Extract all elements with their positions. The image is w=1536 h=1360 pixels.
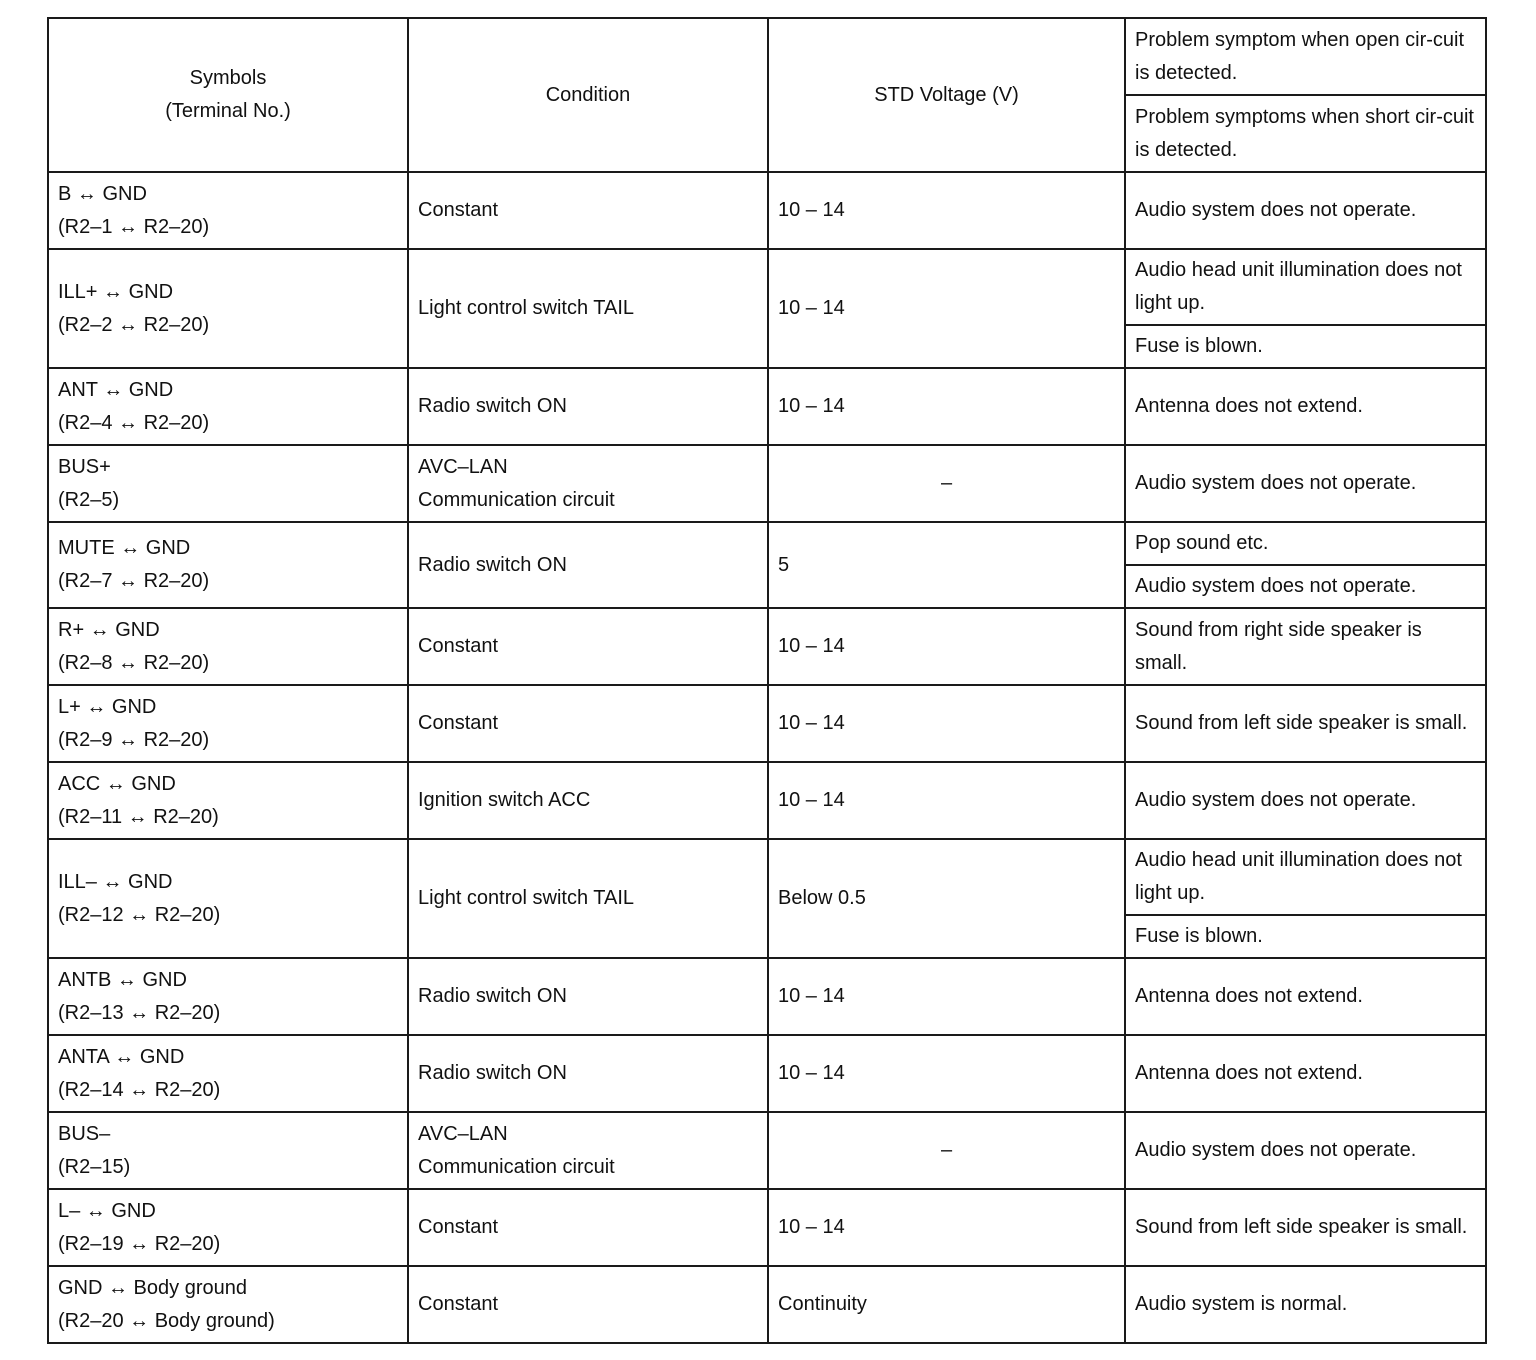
table-row	[48, 1189, 1486, 1266]
voltage-cell: Continuity	[768, 1266, 1125, 1343]
condition-cell	[408, 839, 768, 958]
header-row	[48, 18, 1486, 95]
problem-cell: Audio system does not operate.	[1125, 445, 1486, 522]
header-terminal-label: (Terminal No.)	[165, 100, 291, 122]
condition-cell	[408, 522, 768, 608]
condition-cell	[408, 445, 768, 522]
symbol-cell	[48, 1266, 408, 1343]
symbol-cell	[48, 522, 408, 608]
symbol-cell	[48, 685, 408, 762]
condition-text: Radio switch ON	[418, 395, 567, 417]
table-header	[48, 18, 1486, 172]
open-circuit-symptom: Audio head unit illumination does not light up.	[1135, 849, 1462, 904]
voltage-cell: 10 – 14	[768, 685, 1125, 762]
table-row	[48, 685, 1486, 762]
symbol-cell	[48, 445, 408, 522]
table-row	[48, 172, 1486, 249]
symbol-label: MUTE ↔ GND	[58, 537, 191, 559]
condition-text: Communication circuit	[418, 488, 615, 511]
terminal-label: (R2–4 ↔ R2–20)	[58, 411, 210, 434]
table-row	[48, 839, 1486, 958]
voltage-cell: –	[768, 445, 1125, 522]
problem-cell: Audio system does not operate.	[1125, 1112, 1486, 1189]
table-row	[48, 608, 1486, 685]
terminal-label: (R2–2 ↔ R2–20)	[58, 313, 210, 336]
symbol-label: L+ ↔ GND	[58, 695, 157, 718]
terminal-label: (R2–5)	[58, 488, 120, 511]
table-row	[48, 1035, 1486, 1112]
symbol-label: BUS–	[58, 1122, 111, 1145]
condition-text: Radio switch ON	[418, 985, 567, 1007]
condition-cell	[408, 685, 768, 762]
symbol-label: ILL– ↔ GND	[58, 870, 173, 893]
symbol-cell	[48, 172, 408, 249]
symbol-label: ANTA ↔ GND	[58, 1045, 185, 1068]
symbol-label: ANTB ↔ GND	[58, 968, 187, 991]
condition-text: AVC–LAN	[418, 1122, 508, 1145]
terminal-label: (R2–14 ↔ R2–20)	[58, 1078, 221, 1101]
voltage-cell: 10 – 14	[768, 172, 1125, 249]
terminal-label: (R2–19 ↔ R2–20)	[58, 1232, 221, 1255]
voltage-cell: 10 – 14	[768, 762, 1125, 839]
voltage-cell: –	[768, 1112, 1125, 1189]
voltage-cell: 10 – 14	[768, 1189, 1125, 1266]
symbol-cell	[48, 1035, 408, 1112]
header-open-symptom: Problem symptom when open cir-cuit is detected.	[1125, 18, 1486, 95]
header-symbols	[48, 18, 408, 172]
symbol-label: GND ↔ Body ground	[58, 1276, 247, 1299]
voltage-cell: 10 – 14	[768, 1035, 1125, 1112]
condition-cell	[408, 762, 768, 839]
terminal-voltage-table	[47, 17, 1487, 1344]
problem-cell: Audio system does not operate.	[1125, 172, 1486, 249]
condition-cell	[408, 608, 768, 685]
problem-cell	[1125, 249, 1486, 368]
condition-text: Light control switch TAIL	[418, 297, 635, 319]
table-row	[48, 1112, 1486, 1189]
terminal-label: (R2–20 ↔ Body ground)	[58, 1309, 275, 1332]
condition-text: Communication circuit	[418, 1155, 615, 1178]
voltage-cell: 10 – 14	[768, 249, 1125, 368]
header-condition: Condition	[408, 18, 768, 172]
condition-text: AVC–LAN	[418, 455, 508, 478]
terminal-label: (R2–11 ↔ R2–20)	[58, 805, 219, 828]
terminal-label: (R2–15)	[58, 1155, 131, 1178]
problem-cell: Antenna does not extend.	[1125, 1035, 1486, 1112]
symbol-label: BUS+	[58, 455, 111, 478]
problem-cell: Audio system is normal.	[1125, 1266, 1486, 1343]
condition-cell	[408, 172, 768, 249]
open-circuit-symptom: Pop sound etc.	[1135, 532, 1269, 554]
condition-text: Ignition switch ACC	[418, 789, 591, 811]
voltage-cell: 10 – 14	[768, 958, 1125, 1035]
terminal-label: (R2–9 ↔ R2–20)	[58, 728, 210, 751]
symbol-label: R+ ↔ GND	[58, 618, 160, 641]
header-voltage: STD Voltage (V)	[768, 18, 1125, 172]
condition-text: Constant	[418, 712, 499, 734]
voltage-cell: Below 0.5	[768, 839, 1125, 958]
condition-cell	[408, 1266, 768, 1343]
table-row	[48, 522, 1486, 608]
symbol-label: L– ↔ GND	[58, 1199, 156, 1222]
condition-cell	[408, 958, 768, 1035]
problem-cell: Sound from left side speaker is small.	[1125, 685, 1486, 762]
symbol-cell	[48, 1189, 408, 1266]
short-circuit-symptom: Fuse is blown.	[1126, 914, 1485, 957]
symbol-cell	[48, 368, 408, 445]
condition-text: Constant	[418, 199, 499, 221]
table-row	[48, 958, 1486, 1035]
condition-text: Constant	[418, 1293, 499, 1315]
terminal-label: (R2–13 ↔ R2–20)	[58, 1001, 221, 1024]
condition-text: Radio switch ON	[418, 553, 567, 576]
problem-cell: Sound from right side speaker is small.	[1125, 608, 1486, 685]
short-circuit-symptom: Audio system does not operate.	[1126, 564, 1485, 607]
condition-cell	[408, 1112, 768, 1189]
voltage-cell: 10 – 14	[768, 608, 1125, 685]
table-body	[48, 172, 1486, 1343]
problem-cell	[1125, 522, 1486, 608]
symbol-label: ACC ↔ GND	[58, 772, 176, 795]
header-short-symptom: Problem symptoms when short cir-cuit is detected.	[1125, 95, 1486, 172]
condition-text: Light control switch TAIL	[418, 887, 635, 909]
table-row	[48, 1266, 1486, 1343]
symbol-cell	[48, 762, 408, 839]
terminal-label: (R2–7 ↔ R2–20)	[58, 570, 210, 592]
condition-cell	[408, 368, 768, 445]
terminal-label: (R2–1 ↔ R2–20)	[58, 215, 210, 238]
voltage-cell: 5	[768, 522, 1125, 608]
table-row	[48, 762, 1486, 839]
symbol-cell	[48, 608, 408, 685]
table-row	[48, 445, 1486, 522]
condition-text: Constant	[418, 635, 499, 657]
open-circuit-symptom: Audio head unit illumination does not light up.	[1135, 259, 1462, 314]
voltage-cell: 10 – 14	[768, 368, 1125, 445]
condition-cell	[408, 1189, 768, 1266]
condition-cell	[408, 1035, 768, 1112]
table-row	[48, 368, 1486, 445]
problem-cell: Sound from left side speaker is small.	[1125, 1189, 1486, 1266]
symbol-label: ANT ↔ GND	[58, 378, 174, 401]
table-row	[48, 249, 1486, 368]
symbol-label: B ↔ GND	[58, 182, 147, 205]
condition-cell	[408, 249, 768, 368]
short-circuit-symptom: Fuse is blown.	[1126, 324, 1485, 367]
header-symbols-label: Symbols	[189, 67, 267, 89]
terminal-label: (R2–8 ↔ R2–20)	[58, 651, 210, 674]
terminal-label: (R2–12 ↔ R2–20)	[58, 903, 221, 926]
condition-text: Radio switch ON	[418, 1062, 567, 1084]
problem-cell: Antenna does not extend.	[1125, 958, 1486, 1035]
symbol-cell	[48, 839, 408, 958]
symbol-cell	[48, 249, 408, 368]
problem-cell: Antenna does not extend.	[1125, 368, 1486, 445]
problem-cell	[1125, 839, 1486, 958]
problem-cell: Audio system does not operate.	[1125, 762, 1486, 839]
condition-text: Constant	[418, 1216, 499, 1238]
symbol-cell	[48, 958, 408, 1035]
symbol-cell	[48, 1112, 408, 1189]
symbol-label: ILL+ ↔ GND	[58, 280, 174, 303]
